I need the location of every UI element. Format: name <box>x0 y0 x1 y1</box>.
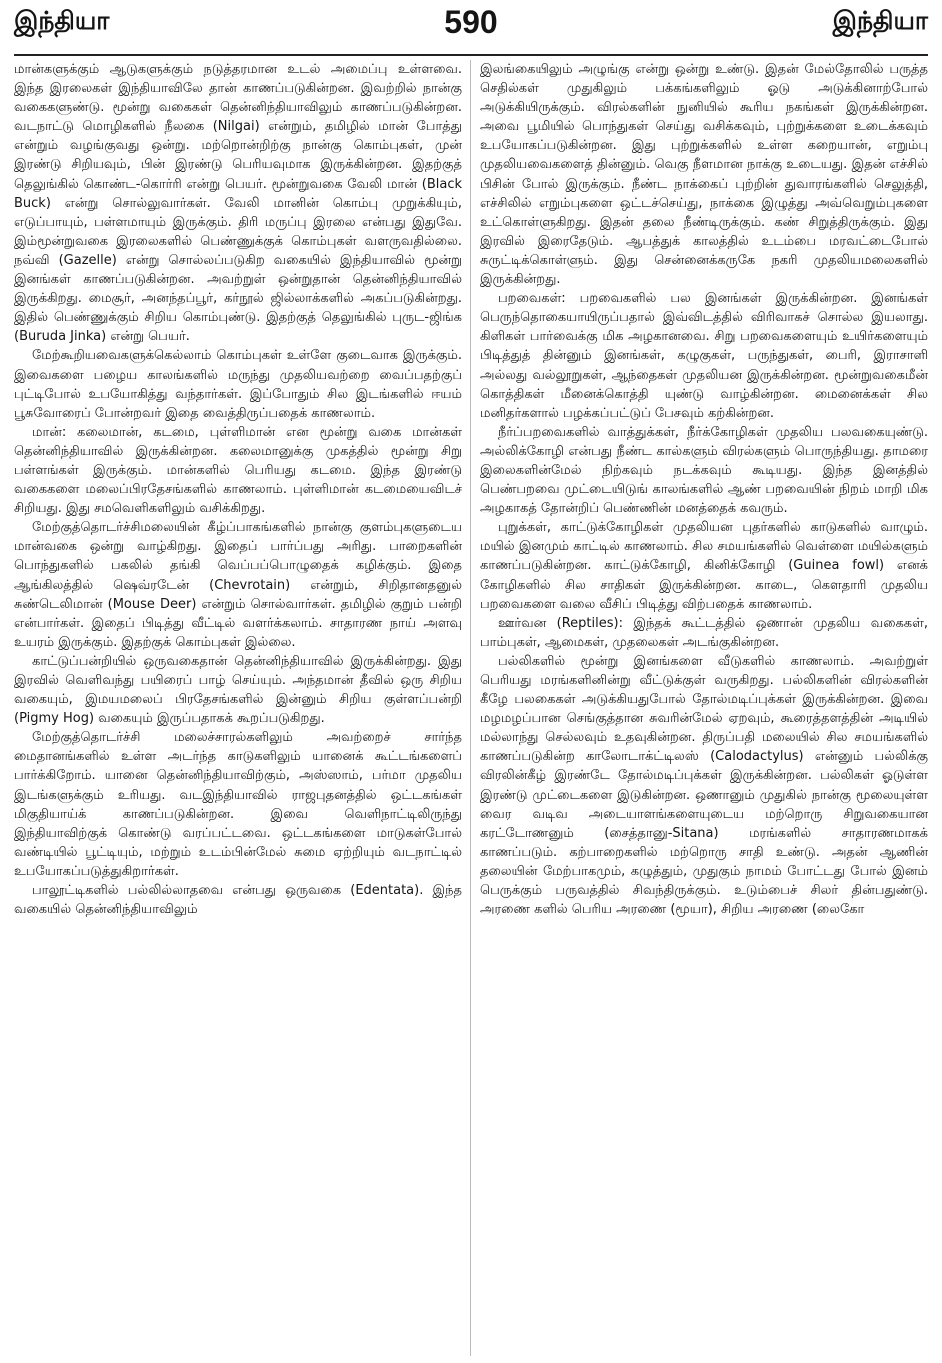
paragraph: காட்டுப்பன்றியில் ஒருவகைதான் தென்னிந்தியாவில் இருக்கின்றது. இது இரவில் வெளிவந்து பயிரைப் பாழ் செய்யும். அந்தமான் தீவில் ஒரு சிறிய வகையும், இமயமலைப் பிரதேசங்களில் இன்னும் சிறிய குள்ளப்பன்றி (Pigmy Hog) வகையும் இருப்பதாகக் கூறப்படுகிறது. <box>14 653 462 727</box>
paragraph: மேற்குத்தொடர்ச்சிமலையின் கீழ்ப்பாகங்களில் நான்கு குளம்புகளுடைய மான்வகை ஒன்று வாழ்கிறது. இதைப் பார்ப்பது அரிது. பாறைகளின் பொந்துகளில் பகலில் தங்கி வெப்பப்பொழுதைக் கழிக்கும். இதை ஆங்கிலத்தில் ஷெவ்ரடேன் (Chevrotain) என்றும், சிறிதானதனுல் சுண்டெலிமான் (Mouse Deer) என்றும் சொல்வார்கள். தமிழில் குறும் பன்றி என்பார்கள். இதைப் பிடித்து வீட்டில் வளர்க்கலாம். சாதாரண நாய் அளவு உயரம் இருக்கும். இதற்குக் கொம்புகள் இல்லை. <box>14 520 462 650</box>
page-number: 590 <box>444 4 498 40</box>
paragraph: மேற்குத்தொடர்ச்சி மலைச்சாரல்களிலும் அவற்றைச் சார்ந்த மைதானங்களில் உள்ள அடர்ந்த காடுகளிலும் யானைக் கூட்டங்களைப் பார்க்கிறோம். யானை தென்னிந்தியாவிற்கும், அஸ்ஸாம், பர்மா முதலிய இடங்களுக்கும் உரியது. வடஇந்தியாவில் ராஜபுதனத்தில் ஒட்டகங்கள் மிகுதியாய்க் காணப்படுகின்றன. இவை வெளிநாட்டிலிருந்து இந்தியாவிற்குக் கொண்டு வரப்பட்டவை. ஒட்டகங்களை மாடுகள்போல் வண்டியில் பூட்டியும், மற்றும் உடம்பின்மேல் சுமை ஏற்றியும் வடநாட்டில் உபயோகப்படுத்துகிறார்கள். <box>14 730 462 879</box>
paragraph: மேற்கூறியவைகளுக்கெல்லாம் கொம்புகள் உள்ளே குடைவாக இருக்கும். இவைகளை பழைய காலங்களில் மருந்து முதலியவற்றை வைப்பதற்குப் புட்டிபோல் உபயோகித்து வந்தார்கள். இப்போதும் சில இடங்களில் ஈயம் பூசுவோரைப் போன்றவர் இதை வைத்திருப்பதைக் காணலாம். <box>14 348 462 421</box>
column-divider <box>470 60 471 1356</box>
running-head-right: இந்தியா <box>832 6 928 35</box>
right-column <box>480 60 928 1356</box>
paragraph: பறவைகள்: பறவைகளில் பல இனங்கள் இருக்கின்றன. இனங்கள் பெருந்தொகையாயிருப்பதால் இவ்விடத்தில் விரிவாகச் சொல்ல இயலாது. கிளிகள் பார்வைக்கு மிக அழகானவை. சிறு பறவைகளையும் உயிர்களையும் பிடித்துத் தின்னும் இனங்கள், கழுகுகள், பருந்துகள், பைரி, இராசாளி அல்லது வல்லூறுகள், ஆந்தைகள் முதலியன இருக்கின்றன. மூன்றுவகைமீன் கொத்திகள் மீனைக்கொத்தி யுண்டு வாழ்கின்றன. மைனைக்கள் சில மனிதர்களால் பழக்கப்பட்டுப் பேசவும் கற்கின்றன. <box>480 291 928 421</box>
paragraph: புறுக்கள், காட்டுக்கோழிகள் முதலியன புதர்களில் காடுகளில் வாழும். மயில் இனமும் காட்டில் காணலாம். சில சமயங்களில் வெள்ளை மயில்களும் காணப்படுகின்றன. காட்டுக்கோழி, கினிக்கோழி (Guinea fowl) எனக் கோழிகளில் சில சாதிகள் இருக்கின்றன. காடை, கௌதாரி முதலிய பறவைகளை வலை வீசிப் பிடித்து விற்பதைக் காணலாம். <box>480 520 928 612</box>
paragraph: மான்களுக்கும் ஆடுகளுக்கும் நடுத்தரமான உடல் அமைப்பு உள்ளவை. இந்த இரலைகள் இந்தியாவிலே தான் காணப்படுகின்றன. இவற்றில் நான்கு வகைகளுண்டு. மூன்று வகைகள் தென்னிந்தியாவிலும் காணப்படுகின்றன. வடநாட்டு மொழிகளில் நீலகை (Nilgai) என்றும், தமிழில் மான் போத்து என்றும் வழங்குவது ஒன்று. மற்றொன்றிற்கு நான்கு கொம்புகள், முன் இரண்டு சிறியவும், பின் இரண்டு பெரியவுமாக இருக்கின்றன. இதற்குத் தெலுங்கில் கொண்ட-கொர்ரி என்று பெயர். மூன்றுவகை வேலி மான் (Black Buck) என்று சொல்லுவார்கள். வேலி மானின் கொம்பு முறுக்கியும், எடுப்பாயும், பள்ளமாயும் இருக்கும். திரி மருப்பு இரலை என்பது இதுவே. இம்மூன்றுவகை இரலைகளில் பெண்ணுக்குக் கொம்புகள் வளருவதில்லை. நவ்வி (Gazelle) என்று சொல்லப்படுகிற வகையில் இந்தியாவில் மூன்று இனங்கள் காணப்படுகின்றன. அவற்றுள் ஒன்றுதான் தென்னிந்தியாவில் இருக்கிறது. மைசூர், அனந்தப்பூர், கர்நூல் ஜில்லாக்களில் அகப்படுகின்றது. இதில் பெண்ணுக்கும் சிறிய கொம்புண்டு. இதற்குத் தெலுங்கில் புருட-ஜிங்க (Buruda Jinka) என்று பெயர். <box>14 62 462 345</box>
paragraph: பல்லிகளில் மூன்று இனங்களை வீடுகளில் காணலாம். அவற்றுள் பெரியது மரங்களினின்று வீட்டுக்குள் வருகிறது. பல்லிகளின் விரல்களின் கீழே பலகைகள் அடுக்கியதுபோல் தோல்மடிப்புக்கள் இருக்கின்றன. இவை மழமழப்பான செங்குத்தான சுவரின்மேல் ஏறவும், கூரைத்தளத்தின் அடியில் மல்லாந்து செல்லவும் உதவுகின்றன. திருப்பதி மலையில் சில சமயங்களில் காணப்படுகின்ற காலோடாக்ட்டிலஸ் (Calodactylus) என்னும் பல்லிக்கு விரலின்கீழ் இரண்டே தோல்மடிப்புக்கள் இருக்கின்றன. பல்லிகள் ஓடுள்ள இரண்டு முட்டைகளை இடுகின்றன. ஒணானும் முதுகில் நான்கு மூலையுள்ள வைர வடிவ அடையாளங்களையுடைய மற்றொரு சிறுவகையான கரட்டோணனும் (சைத்தானு-Sitana) மரங்களில் சாதாரணமாகக் காணப்படும். கற்பாறைகளில் மற்றொரு சாதி உண்டு. அதன் ஆணின் தலையின் மேற்பாகமும், கழுத்தும், முதுகும் நாமம் போட்டது போல் இனம் பெருக்கும் பருவத்தில் சிவந்திருக்கும். உடும்பைச் சிலர் தின்பதுண்டு. அரணை களில் பெரிய அரணை (மூயா), சிறிய அரணை (லைகோ <box>480 653 928 918</box>
paragraph: பாலூட்டிகளில் பல்லில்லாதவை என்பது ஒருவகை (Edentata). இந்த வகையில் தென்னிந்தியாவிலும் <box>14 883 462 918</box>
paragraph: மான்: கலைமான், கடமை, புள்ளிமான் என மூன்று வகை மான்கள் தென்னிந்தியாவில் இருக்கின்றன. கலைமானுக்கு முகத்தில் மூன்று சிறு பள்ளங்கள் இருக்கும். மான்களில் பெரியது கடமை. இந்த இரண்டு வகைகளை மலைப்பிரதேசங்களில் காணலாம். புள்ளிமான் கடமையைவிடச் சிறியது. இது சமவெளிகளிலும் வசிக்கிறது. <box>14 424 462 517</box>
paragraph: நீர்ப்பறவைகளில் வாத்துக்கள், நீர்க்கோழிகள் முதலிய பலவகையுண்டு. அல்லிக்கோழி என்பது நீண்ட கால்களும் விரல்களும் பொருந்தியது. தாமரை இலைகளின்மேல் நிற்கவும் நடக்கவும் கூடியது. இந்த இனத்தில் பெண்பறவை முட்டையிடுங் காலங்களில் ஆண் பறவையின் நிறம் மாறி மிக அழகாகத் தோன்றிப் பெண்ணின் மனத்தைக் கவரும். <box>480 424 928 517</box>
page-header <box>0 0 942 54</box>
left-column <box>14 60 462 1356</box>
header-rule <box>14 54 928 56</box>
running-head-left: இந்தியா <box>14 6 110 35</box>
paragraph: ஊர்வன (Reptiles): இந்தக் கூட்டத்தில் ஒணான் முதலிய வகைகள், பாம்புகள், ஆமைகள், முதலைகள் அடங்குகின்றன. <box>480 615 928 650</box>
paragraph: இலங்கையிலும் அழுங்கு என்று ஒன்று உண்டு. இதன் மேல்தோலில் பருத்த செதில்கள் முதுகிலும் பக்கங்களிலும் ஓடு அடுக்கினாற்போல் அடுக்கியிருக்கும். விரல்களின் நுனியில் கூரிய நகங்கள் இருக்கின்றன. அவை பூமியில் பொந்துகள் செய்து வசிக்கவும், புற்றுக்களை உடைக்கவும் உபயோகப்படுகின்றன. இது புற்றுக்களில் உள்ள கறையான், எறும்பு முதலியவைகளைத் தின்னும். வெகு நீளமான நாக்கு உடையது. இதன் எச்சில் பிசின் போல் இருக்கும். நீண்ட நாக்கைப் புற்றின் துவாரங்களில் செலுத்தி, எச்சிலில் எறும்புகளை ஒட்டச்செய்து, நாக்கை இழுத்து அவ்வெறும்புகளை உட்கொள்ளுகிறது. இதன் தலை நீண்டிருக்கும். கண் சிறுத்திருக்கும். இது இரவில் இரைதேடும். ஆபத்துக் காலத்தில் உடம்பை மரவட்டைபோல் சுருட்டிக்கொள்ளும். இது சென்னைக்கருகே நகரி முதலியமலைகளில் இருக்கின்றது. <box>480 62 928 288</box>
